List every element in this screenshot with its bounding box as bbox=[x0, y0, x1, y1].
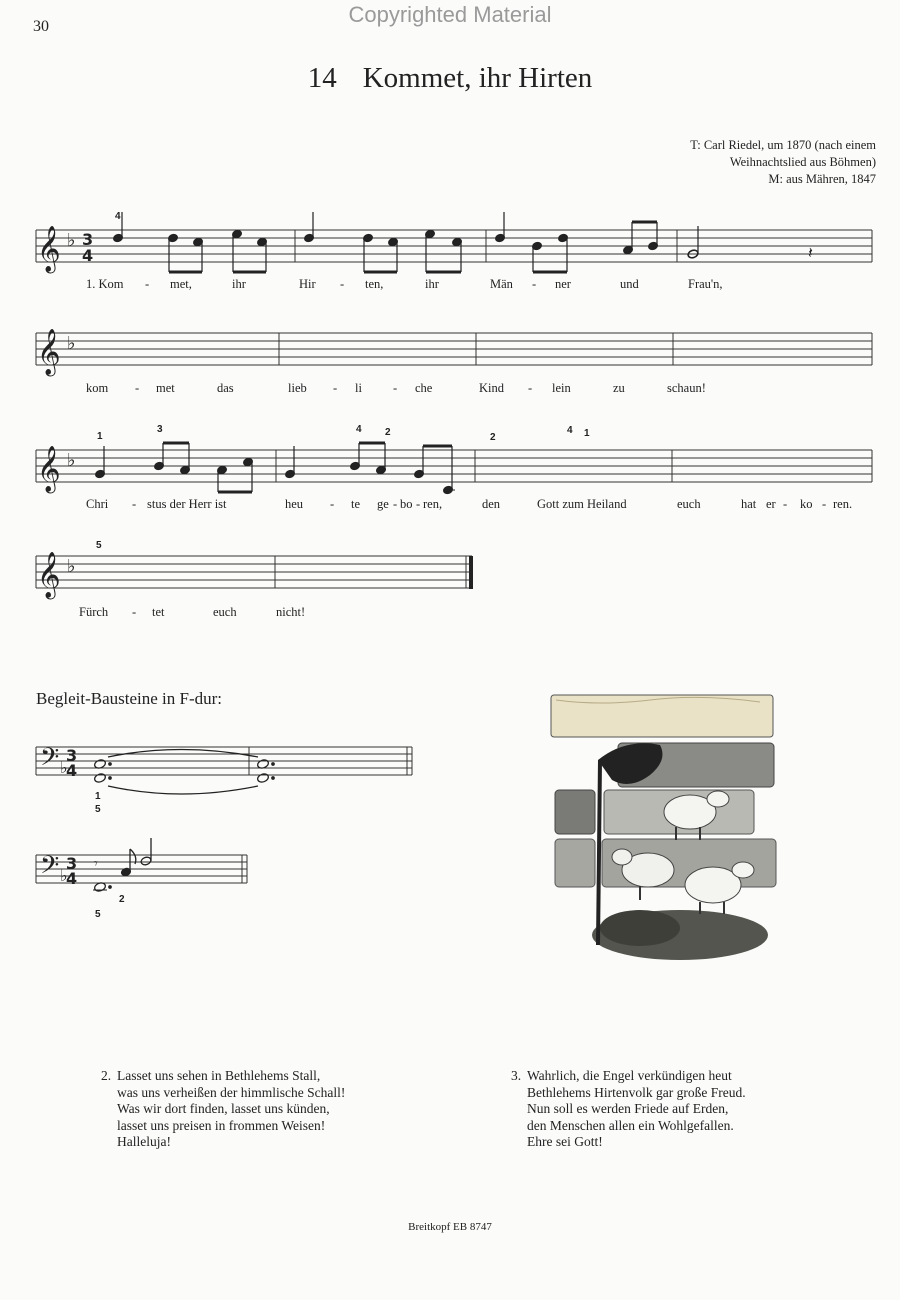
lyric-syllable: ten, bbox=[365, 277, 384, 291]
verse-2 bbox=[101, 1068, 346, 1151]
publisher-footer: Breitkopf EB 8747 bbox=[408, 1221, 492, 1233]
lyric-syllable: ren. bbox=[833, 497, 853, 511]
lyric-syllable: hat bbox=[741, 497, 757, 511]
lyric-hyphen: - bbox=[135, 381, 140, 395]
lyric-hyphen: - bbox=[145, 277, 150, 291]
lyric-syllable: ihr bbox=[232, 277, 246, 291]
fingering: 4 bbox=[115, 211, 121, 222]
lyric-hyphen: - bbox=[393, 381, 398, 395]
lyric-hyphen: - bbox=[333, 381, 338, 395]
notes-system-1 bbox=[113, 212, 813, 272]
staff-system-2 bbox=[36, 333, 872, 365]
time-signature: 3 bbox=[66, 854, 78, 873]
key-flat: ♭ bbox=[60, 866, 68, 885]
lyric-hyphen: - bbox=[528, 381, 533, 395]
accompaniment-title: Begleit-Bausteine in F-dur: bbox=[36, 689, 223, 708]
credit-line: T: Carl Riedel, um 1870 (nach einem bbox=[690, 138, 876, 152]
verse-line: den Menschen allen ein Wohlgefallen. bbox=[527, 1117, 734, 1133]
key-flat: ♭ bbox=[60, 758, 68, 777]
key-flat: ♭ bbox=[67, 450, 76, 471]
treble-clef: 𝄞 bbox=[37, 226, 61, 272]
lyric-syllable: bo bbox=[400, 497, 413, 511]
credit-line: M: aus Mähren, 1847 bbox=[768, 172, 876, 186]
lyric-syllable: Chri bbox=[86, 497, 109, 511]
bass-clef: 𝄢 bbox=[40, 743, 60, 778]
bass-staff-1 bbox=[36, 747, 412, 775]
time-signature: 4 bbox=[66, 761, 78, 780]
lyric-syllable: euch bbox=[677, 497, 701, 511]
notes-bass-2 bbox=[93, 838, 152, 892]
final-barline bbox=[469, 556, 473, 589]
page-number: 30 bbox=[33, 18, 49, 35]
lyric-hyphen: - bbox=[822, 497, 827, 511]
credit-line: Weihnachtslied aus Böhmen) bbox=[729, 155, 876, 169]
fingering: 4 bbox=[567, 425, 573, 436]
time-signature: 4 bbox=[66, 869, 78, 888]
lyric-hyphen: - bbox=[132, 605, 137, 619]
key-flat: ♭ bbox=[67, 556, 76, 577]
fingering: 2 bbox=[490, 432, 496, 443]
lyric-syllable: Kind bbox=[479, 381, 504, 395]
eighth-rest: 𝄾 bbox=[94, 856, 98, 872]
lyric-syllable: li bbox=[355, 381, 362, 395]
lyric-syllable: kom bbox=[86, 381, 109, 395]
key-flat: ♭ bbox=[67, 333, 76, 354]
lyric-syllable: ner bbox=[555, 277, 571, 291]
lyric-syllable: che bbox=[415, 381, 433, 395]
lyric-syllable: 1. Kom bbox=[86, 277, 124, 291]
fingering: 2 bbox=[119, 894, 125, 905]
staff-system-1 bbox=[36, 230, 872, 262]
treble-clef: 𝄞 bbox=[37, 446, 61, 492]
lyric-syllable: zu bbox=[613, 381, 625, 395]
verse-line: Wahrlich, die Engel verkündigen heut bbox=[527, 1068, 732, 1083]
lyric-syllable: er bbox=[766, 497, 776, 511]
lyric-syllable: nicht! bbox=[276, 605, 306, 619]
quarter-rest: 𝄽 bbox=[808, 243, 813, 262]
fingering: 3 bbox=[157, 424, 163, 435]
song-title-text: Kommet, ihr Hirten bbox=[362, 62, 593, 94]
lyric-syllable: euch bbox=[213, 605, 237, 619]
fingering: 1 bbox=[97, 431, 103, 442]
verse-line: Halleluja! bbox=[117, 1134, 171, 1149]
lyric-syllable: Gott zum Heiland bbox=[537, 497, 627, 511]
lyric-syllable: Fürch bbox=[79, 605, 109, 619]
notes-system-3 bbox=[95, 443, 455, 495]
bass-clef: 𝄢 bbox=[40, 851, 60, 886]
fingering: 1 bbox=[95, 791, 101, 802]
fingering: 5 bbox=[96, 540, 102, 551]
verse-line: lasset uns preisen in frommen Weisen! bbox=[117, 1117, 326, 1133]
lyric-syllable: te bbox=[351, 497, 361, 511]
lyric-syllable: tet bbox=[152, 605, 165, 619]
lyric-syllable: und bbox=[620, 277, 639, 291]
verse-line: Ehre sei Gott! bbox=[527, 1134, 603, 1149]
lyric-syllable: Män bbox=[490, 277, 513, 291]
treble-clef: 𝄞 bbox=[37, 329, 61, 375]
time-signature: 3 bbox=[82, 230, 94, 249]
notes-bass-1 bbox=[94, 750, 275, 795]
verse-line: Nun soll es werden Friede auf Erden, bbox=[527, 1101, 729, 1116]
lyric-syllable: Hir bbox=[299, 277, 316, 291]
lyric-syllable: ren, bbox=[423, 497, 443, 511]
staff-system-4 bbox=[36, 556, 472, 588]
lyric-hyphen: - bbox=[393, 497, 398, 511]
verse-line: Bethlehems Hirtenvolk gar große Freud. bbox=[527, 1084, 746, 1100]
fingering: 2 bbox=[385, 427, 391, 438]
verse-3 bbox=[511, 1068, 746, 1151]
lyric-syllable: met, bbox=[170, 277, 192, 291]
verse-number: 3. bbox=[511, 1068, 522, 1083]
song-number: 14 bbox=[307, 62, 337, 94]
fingering: 5 bbox=[95, 909, 101, 920]
lyric-hyphen: - bbox=[330, 497, 335, 511]
lyric-syllable: stus der Herr ist bbox=[147, 497, 227, 511]
lyric-hyphen: - bbox=[340, 277, 345, 291]
fingering: 4 bbox=[356, 424, 362, 435]
lyric-syllable: met bbox=[156, 381, 175, 395]
lyric-syllable: ihr bbox=[425, 277, 439, 291]
lyric-hyphen: - bbox=[416, 497, 421, 511]
lyric-syllable: heu bbox=[285, 497, 304, 511]
lyric-syllable: ko bbox=[800, 497, 813, 511]
verse-number: 2. bbox=[101, 1068, 112, 1083]
time-signature: 3 bbox=[66, 746, 78, 765]
lyric-syllable: ge bbox=[377, 497, 389, 511]
key-flat: ♭ bbox=[67, 230, 76, 251]
sheep-illustration bbox=[551, 695, 776, 960]
lyric-hyphen: - bbox=[132, 497, 137, 511]
lyric-hyphen: - bbox=[783, 497, 788, 511]
fingering: 1 bbox=[584, 428, 590, 439]
time-signature: 4 bbox=[82, 246, 94, 265]
lyric-syllable: den bbox=[482, 497, 501, 511]
lyric-syllable: Frau'n, bbox=[688, 277, 723, 291]
lyric-syllable: lein bbox=[552, 381, 571, 395]
verse-line: Was wir dort finden, lasset uns künden, bbox=[117, 1101, 330, 1116]
lyric-syllable: lieb bbox=[288, 381, 307, 395]
lyric-syllable: das bbox=[217, 381, 234, 395]
verse-line: was uns verheißen der himmlische Schall! bbox=[117, 1084, 346, 1100]
treble-clef: 𝄞 bbox=[37, 552, 61, 598]
fingering: 5 bbox=[95, 804, 101, 815]
lyric-hyphen: - bbox=[532, 277, 537, 291]
lyric-syllable: schaun! bbox=[667, 381, 706, 395]
verse-line: Lasset uns sehen in Bethlehems Stall, bbox=[117, 1068, 321, 1083]
copyright-watermark: Copyrighted Material bbox=[348, 2, 552, 27]
